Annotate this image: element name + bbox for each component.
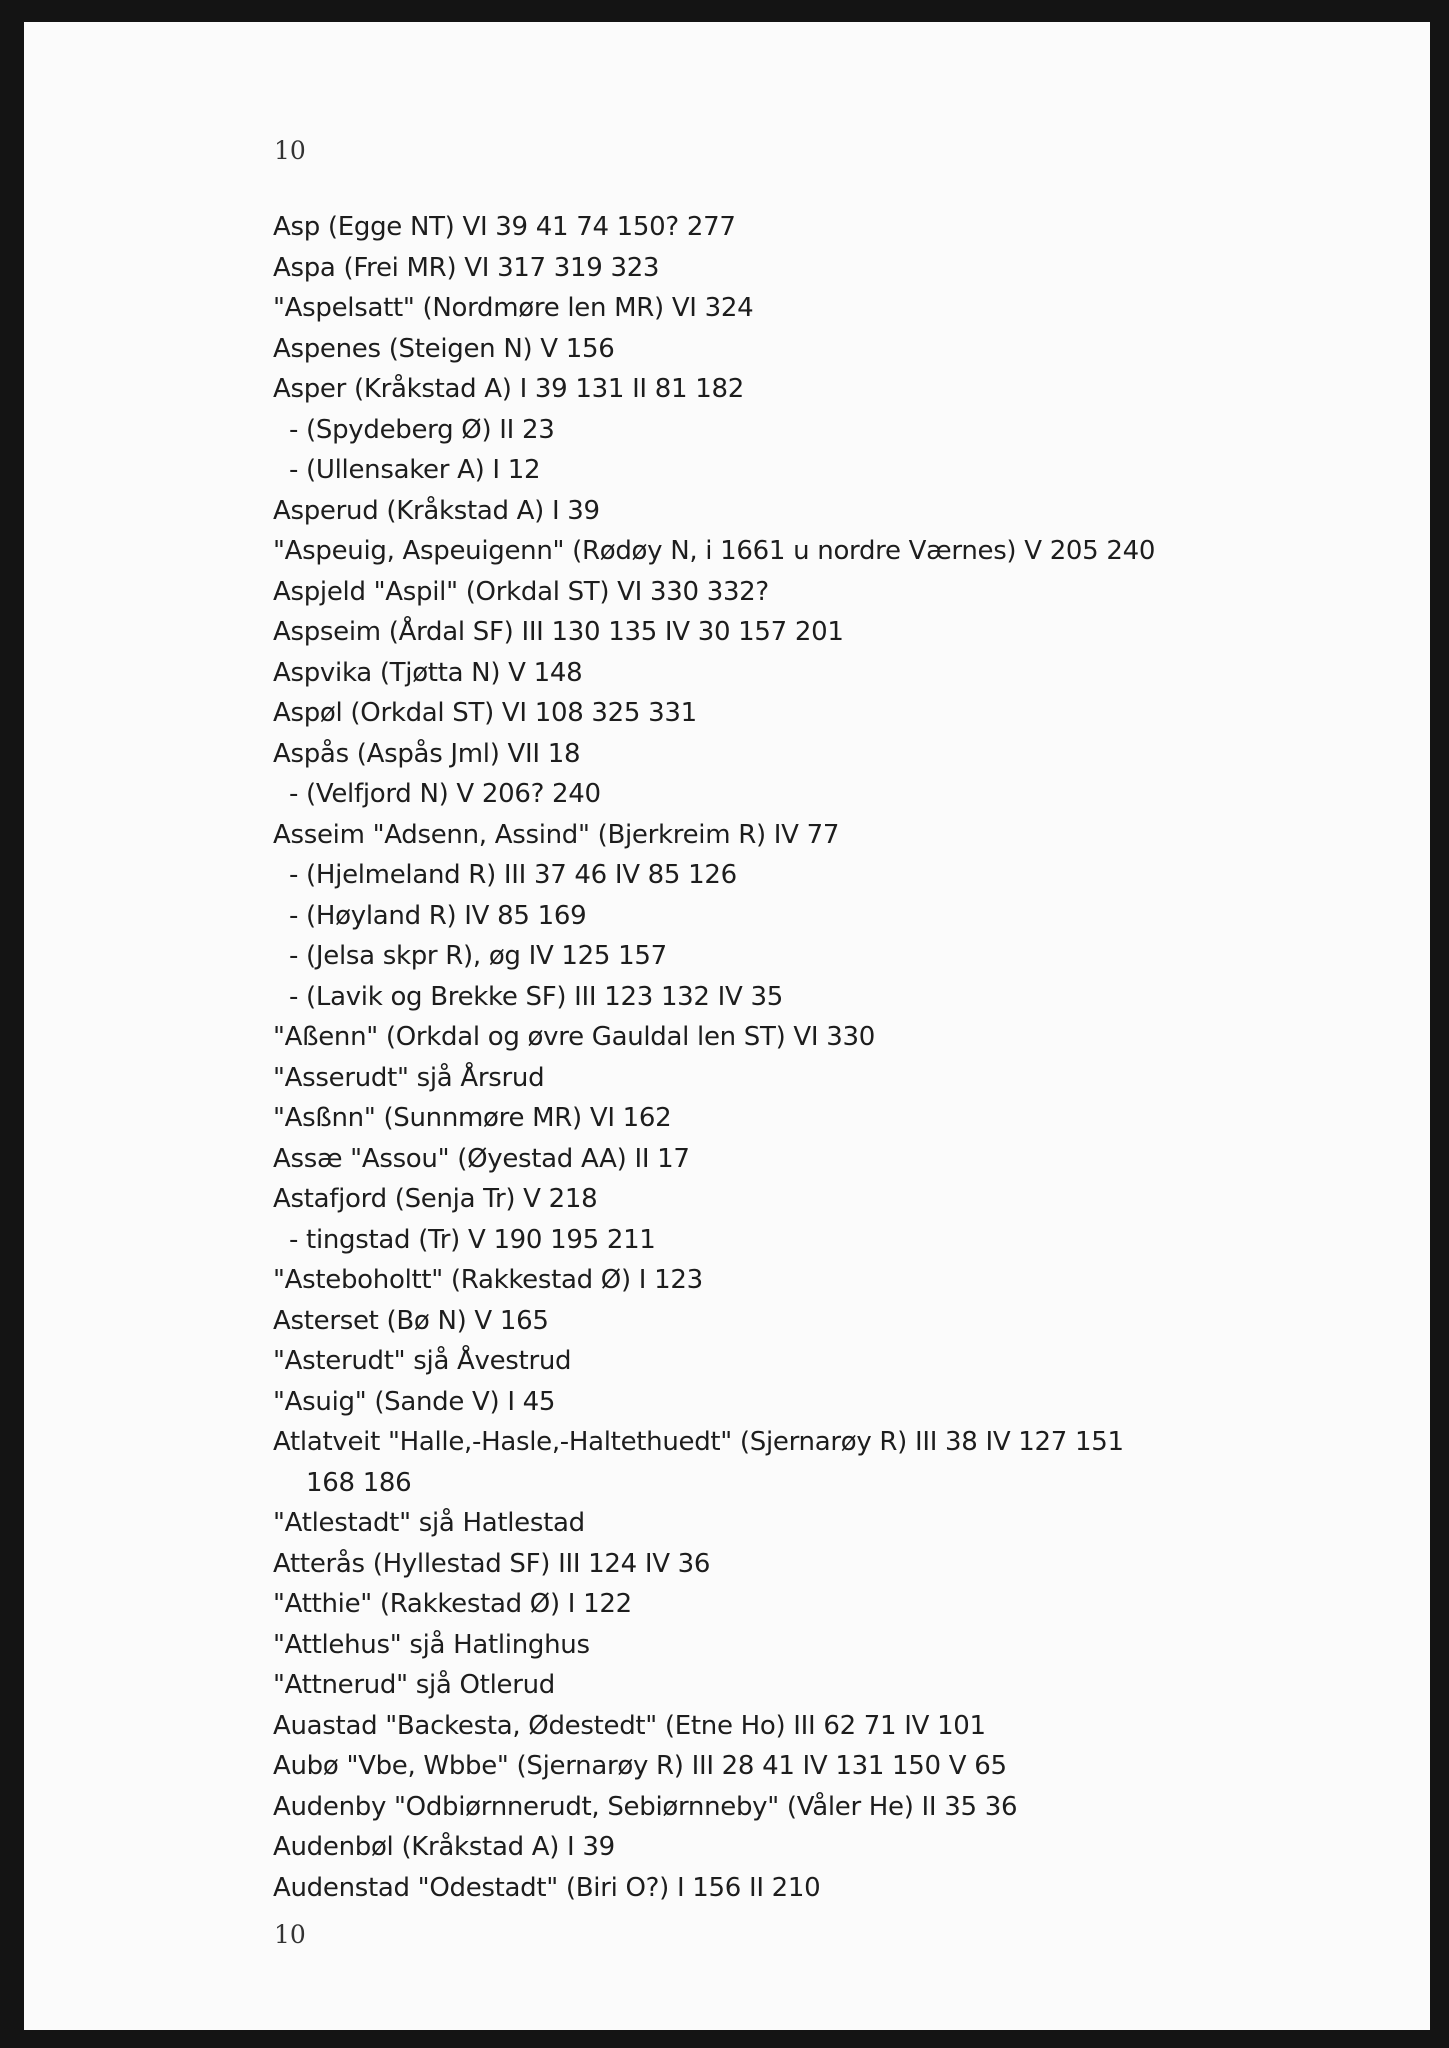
index-entry: "Aspeuig, Aspeuigenn" (Rødøy N, i 1661 u nordre Værnes) V 205 240 <box>273 536 1156 566</box>
index-entry: Audenby "Odbiørnnerudt, Sebiørnneby" (Våler He) II 35 36 <box>273 1791 1018 1822</box>
index-subentry: - (Hjelmeland R) III 37 46 IV 85 126 <box>289 860 737 890</box>
index-entry: Aspseim (Årdal SF) III 130 135 IV 30 157 201 <box>273 617 844 647</box>
index-entry: "Asteboholtt" (Rakkestad Ø) I 123 <box>273 1265 703 1295</box>
index-entry: Audenstad "Odestadt" (Biri O?) I 156 II 210 <box>273 1872 821 1903</box>
index-entry: "Asuig" (Sande V) I 45 <box>273 1386 556 1417</box>
index-entry-continuation: 168 186 <box>306 1467 412 1498</box>
index-entry: "Aspelsatt" (Nordmøre len MR) VI 324 <box>273 293 754 323</box>
index-entry: "Atlestadt" sjå Hatlestad <box>273 1508 585 1538</box>
index-entry: Asperud (Kråkstad A) I 39 <box>273 495 600 526</box>
index-subentry: - (Velfjord N) V 206? 240 <box>289 779 601 809</box>
index-entry: "Attlehus" sjå Hatlinghus <box>273 1629 590 1660</box>
index-entry: "Atthie" (Rakkestad Ø) I 122 <box>273 1589 632 1619</box>
index-entry: "Asterudt" sjå Åvestrud <box>273 1346 572 1376</box>
index-entry: Asterset (Bø N) V 165 <box>273 1305 549 1336</box>
index-entry: Aspenes (Steigen N) V 156 <box>273 333 615 364</box>
index-subentry: - (Ullensaker A) I 12 <box>289 455 541 485</box>
index-entry: Aspjeld "Aspil" (Orkdal ST) VI 330 332? <box>273 576 769 607</box>
index-entry: Assæ "Assou" (Øyestad AA) II 17 <box>273 1143 690 1174</box>
index-entry: Aubø "Vbe, Wbbe" (Sjernarøy R) III 28 41 IV 131 150 V 65 <box>273 1751 1007 1781</box>
index-entry: Asper (Kråkstad A) I 39 131 II 81 182 <box>273 374 744 404</box>
index-entry: Atterås (Hyllestad SF) III 124 IV 36 <box>273 1548 711 1579</box>
index-entry: Aspøl (Orkdal ST) VI 108 325 331 <box>273 698 697 728</box>
index-subentry: - (Spydeberg Ø) II 23 <box>289 414 555 445</box>
index-entry: "Aßenn" (Orkdal og øvre Gauldal len ST) VI 330 <box>273 1022 875 1052</box>
index-entry: Aspvika (Tjøtta N) V 148 <box>273 657 583 688</box>
index-entry: Aspa (Frei MR) VI 317 319 323 <box>273 252 660 283</box>
index-entry: Astafjord (Senja Tr) V 218 <box>273 1184 598 1214</box>
index-entry-list <box>273 207 1273 1908</box>
index-entry: Auastad "Backesta, Ødestedt" (Etne Ho) III 62 71 IV 101 <box>273 1710 986 1741</box>
index-entry: Audenbøl (Kråkstad A) I 39 <box>273 1832 615 1862</box>
page-number-top: 10 <box>274 136 306 165</box>
index-entry: "Attnerud" sjå Otlerud <box>273 1670 555 1700</box>
index-entry: Atlatveit "Halle,-Hasle,-Haltethuedt" (Sjernarøy R) III 38 IV 127 151 <box>273 1427 1124 1457</box>
index-subentry: - tingstad (Tr) V 190 195 211 <box>289 1224 656 1255</box>
page-number-bottom: 10 <box>274 1920 306 1949</box>
index-entry: "Asserudt" sjå Årsrud <box>273 1062 545 1093</box>
index-subentry: - (Lavik og Brekke SF) III 123 132 IV 35 <box>289 981 783 1012</box>
index-entry: Asseim "Adsenn, Assind" (Bjerkreim R) IV 77 <box>273 819 840 850</box>
index-entry: Aspås (Aspås Jml) VII 18 <box>273 738 581 769</box>
index-subentry: - (Høyland R) IV 85 169 <box>289 900 587 931</box>
index-subentry: - (Jelsa skpr R), øg IV 125 157 <box>289 941 667 971</box>
index-entry: Asp (Egge NT) VI 39 41 74 150? 277 <box>273 212 736 242</box>
index-entry: "Asßnn" (Sunnmøre MR) VI 162 <box>273 1103 672 1133</box>
